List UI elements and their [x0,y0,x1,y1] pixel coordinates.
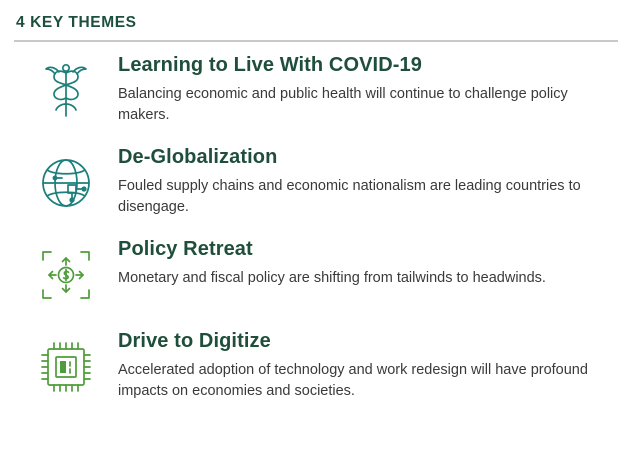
theme-icon-cell [14,146,118,214]
theme-title: Learning to Live With COVID-19 [118,54,422,76]
list-item [14,48,618,140]
theme-text-cell [118,146,618,217]
theme-title: Policy Retreat [118,238,253,260]
caduceus-icon [35,60,97,122]
list-item [14,140,618,232]
theme-text-cell [118,330,618,401]
theme-description: Fouled supply chains and economic nationalism are leading countries to disengage. [118,178,581,215]
theme-icon-cell [14,238,118,306]
page-title: 4 KEY THEMES [16,14,137,31]
theme-description: Accelerated adoption of technology and work redesign will have profound impacts on economies and societies. [118,362,588,399]
theme-icon-cell [14,330,118,398]
theme-icon-cell [14,54,118,122]
title-divider [14,40,618,42]
theme-text-cell [118,54,618,125]
list-item [14,232,618,324]
themes-list [14,48,618,416]
theme-title: Drive to Digitize [118,330,271,352]
list-item [14,324,618,416]
theme-description: Balancing economic and public health will continue to challenge policy makers. [118,86,568,123]
theme-text-cell [118,238,618,289]
dollar-arrows-retreat-icon [35,244,97,306]
theme-description: Monetary and fiscal policy are shifting from tailwinds to headwinds. [118,270,546,286]
microchip-icon [35,336,97,398]
globe-network-icon [35,152,97,214]
theme-title: De-Globalization [118,146,278,168]
